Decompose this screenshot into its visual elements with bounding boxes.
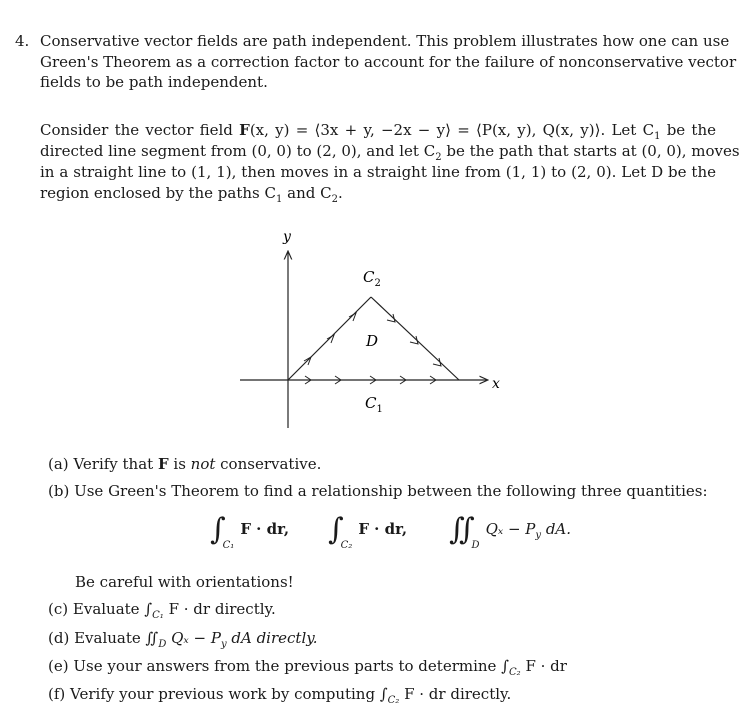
region-d-label: D	[366, 332, 379, 350]
c1-label: $C_1$	[365, 394, 383, 415]
double-integral-d: $∬_DQ_x - P_y$ dA.	[449, 512, 572, 551]
part-f: (f) Verify your previous work by computing $\int_{C_2}$ F · dr directly.	[48, 685, 512, 706]
para-line-4: region enclosed by the paths $C_1$ and $C_2$.	[40, 184, 343, 205]
y-axis-label: y	[283, 229, 291, 245]
c2-segment-up	[288, 297, 371, 380]
intro-line-3: fields to be path independent.	[40, 73, 268, 91]
part-a: (a) Verify that F is not conservative.	[48, 455, 322, 473]
c2-segment-down	[371, 297, 459, 380]
c2-direction-arrow	[327, 335, 334, 343]
c2-direction-arrow	[349, 313, 356, 321]
line-integral-c2: $\int_{C_2}F$ · dr,	[328, 512, 408, 551]
line-integral-c1: $\int_{C_1}F$ · dr,	[210, 512, 290, 551]
part-e: (e) Use your answers from the previous parts to determine $\int_{C_2}$ F · dr	[48, 657, 567, 678]
intro-line-1: Conservative vector fields are path independent. This problem illustrates how one can use	[40, 32, 730, 50]
c2-label: $C_2$	[363, 268, 381, 289]
part-c: (c) Evaluate $\int_{C_1}$ F · dr directly.	[48, 600, 276, 621]
para-line-2: directed line segment from (0, 0) to (2, 0), and let $C_2$ be the path that starts at (0, 0), moves	[40, 142, 740, 163]
part-d: (d) Evaluate $∬_D$ $Q_x - P_y$ dA directly.	[48, 629, 318, 650]
part-b: (b) Use Green's Theorem to find a relationship between the following three quantities:	[48, 482, 708, 500]
intro-line-2: Green's Theorem as a correction factor to account for the failure of nonconservative vector	[40, 53, 737, 71]
problem-number: 4.	[15, 32, 30, 50]
orientation-note: Be careful with orientations!	[75, 573, 294, 591]
x-axis-label: x	[492, 376, 500, 392]
para-line-1: Consider the vector field F(x, y) = ⟨3x + y, −2x − y⟩ = ⟨P(x, y), Q(x, y)⟩. Let $C_1$ be the	[40, 121, 716, 142]
para-line-3: in a straight line to (1, 1), then moves in a straight line from (1, 1) to (2, 0). Let D be the	[40, 163, 716, 181]
